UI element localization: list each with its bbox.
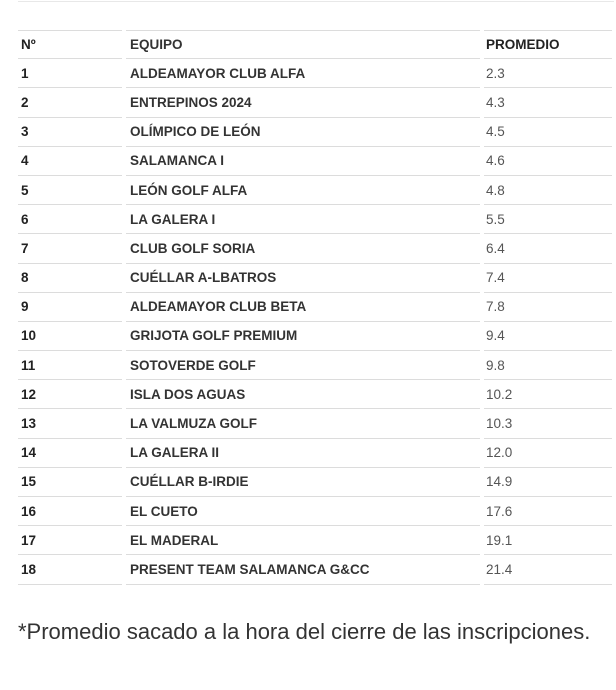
footnote: *Promedio sacado a la hora del cierre de las inscripciones. [18,619,591,644]
row-team: SOTOVERDE GOLF [126,351,480,380]
table-row [18,205,612,234]
row-num: 13 [18,409,122,438]
row-team: CUÉLLAR B-IRDIE [126,468,480,497]
row-team: PRESENT TEAM SALAMANCA G&CC [126,555,480,584]
row-team: ALDEAMAYOR CLUB BETA [126,293,480,322]
row-num: 3 [18,118,122,147]
row-num: 10 [18,322,122,351]
row-avg: 6.4 [484,234,612,263]
row-team: LA GALERA I [126,205,480,234]
row-avg: 10.3 [484,409,612,438]
table-row [18,351,612,380]
row-team: ENTREPINOS 2024 [126,88,480,117]
row-num: 7 [18,234,122,263]
header-num: Nº [18,30,122,59]
row-team: ALDEAMAYOR CLUB ALFA [126,59,480,88]
table-row [18,468,612,497]
table-row [18,264,612,293]
header-team: EQUIPO [126,30,480,59]
row-num: 12 [18,380,122,409]
row-num: 14 [18,439,122,468]
row-num: 2 [18,88,122,117]
row-team: CLUB GOLF SORIA [126,234,480,263]
row-avg: 9.4 [484,322,612,351]
row-avg: 7.8 [484,293,612,322]
row-team: ISLA DOS AGUAS [126,380,480,409]
row-team: LA VALMUZA GOLF [126,409,480,438]
row-avg: 12.0 [484,439,612,468]
row-avg: 7.4 [484,264,612,293]
header-avg: PROMEDIO [484,30,612,59]
rankings-table [18,30,612,585]
row-num: 18 [18,555,122,584]
row-avg: 17.6 [484,497,612,526]
table-row [18,147,612,176]
row-avg: 21.4 [484,555,612,584]
table-body [18,59,612,584]
row-num: 5 [18,176,122,205]
table-row [18,59,612,88]
row-num: 16 [18,497,122,526]
row-num: 6 [18,205,122,234]
row-num: 15 [18,468,122,497]
table-row [18,118,612,147]
table-row [18,88,612,117]
row-num: 8 [18,264,122,293]
row-num: 4 [18,147,122,176]
table-header-row [18,30,612,59]
row-num: 9 [18,293,122,322]
row-num: 1 [18,59,122,88]
table-row [18,234,612,263]
row-avg: 9.8 [484,351,612,380]
row-avg: 14.9 [484,468,612,497]
row-team: CUÉLLAR A-LBATROS [126,264,480,293]
row-team: EL CUETO [126,497,480,526]
row-avg: 4.6 [484,147,612,176]
row-num: 11 [18,351,122,380]
row-avg: 10.2 [484,380,612,409]
row-team: SALAMANCA I [126,147,480,176]
row-avg: 5.5 [484,205,612,234]
table-row [18,380,612,409]
table-row [18,497,612,526]
row-avg: 4.5 [484,118,612,147]
table-row [18,555,612,584]
table-row [18,439,612,468]
row-avg: 4.3 [484,88,612,117]
row-team: OLÍMPICO DE LEÓN [126,118,480,147]
table-row [18,293,612,322]
row-team: LEÓN GOLF ALFA [126,176,480,205]
row-avg: 4.8 [484,176,612,205]
row-num: 17 [18,526,122,555]
table-row [18,526,612,555]
row-team: LA GALERA II [126,439,480,468]
row-team: GRIJOTA GOLF PREMIUM [126,322,480,351]
top-divider [18,1,614,2]
table-row [18,409,612,438]
row-avg: 19.1 [484,526,612,555]
table-row [18,322,612,351]
table-row [18,176,612,205]
row-team: EL MADERAL [126,526,480,555]
row-avg: 2.3 [484,59,612,88]
